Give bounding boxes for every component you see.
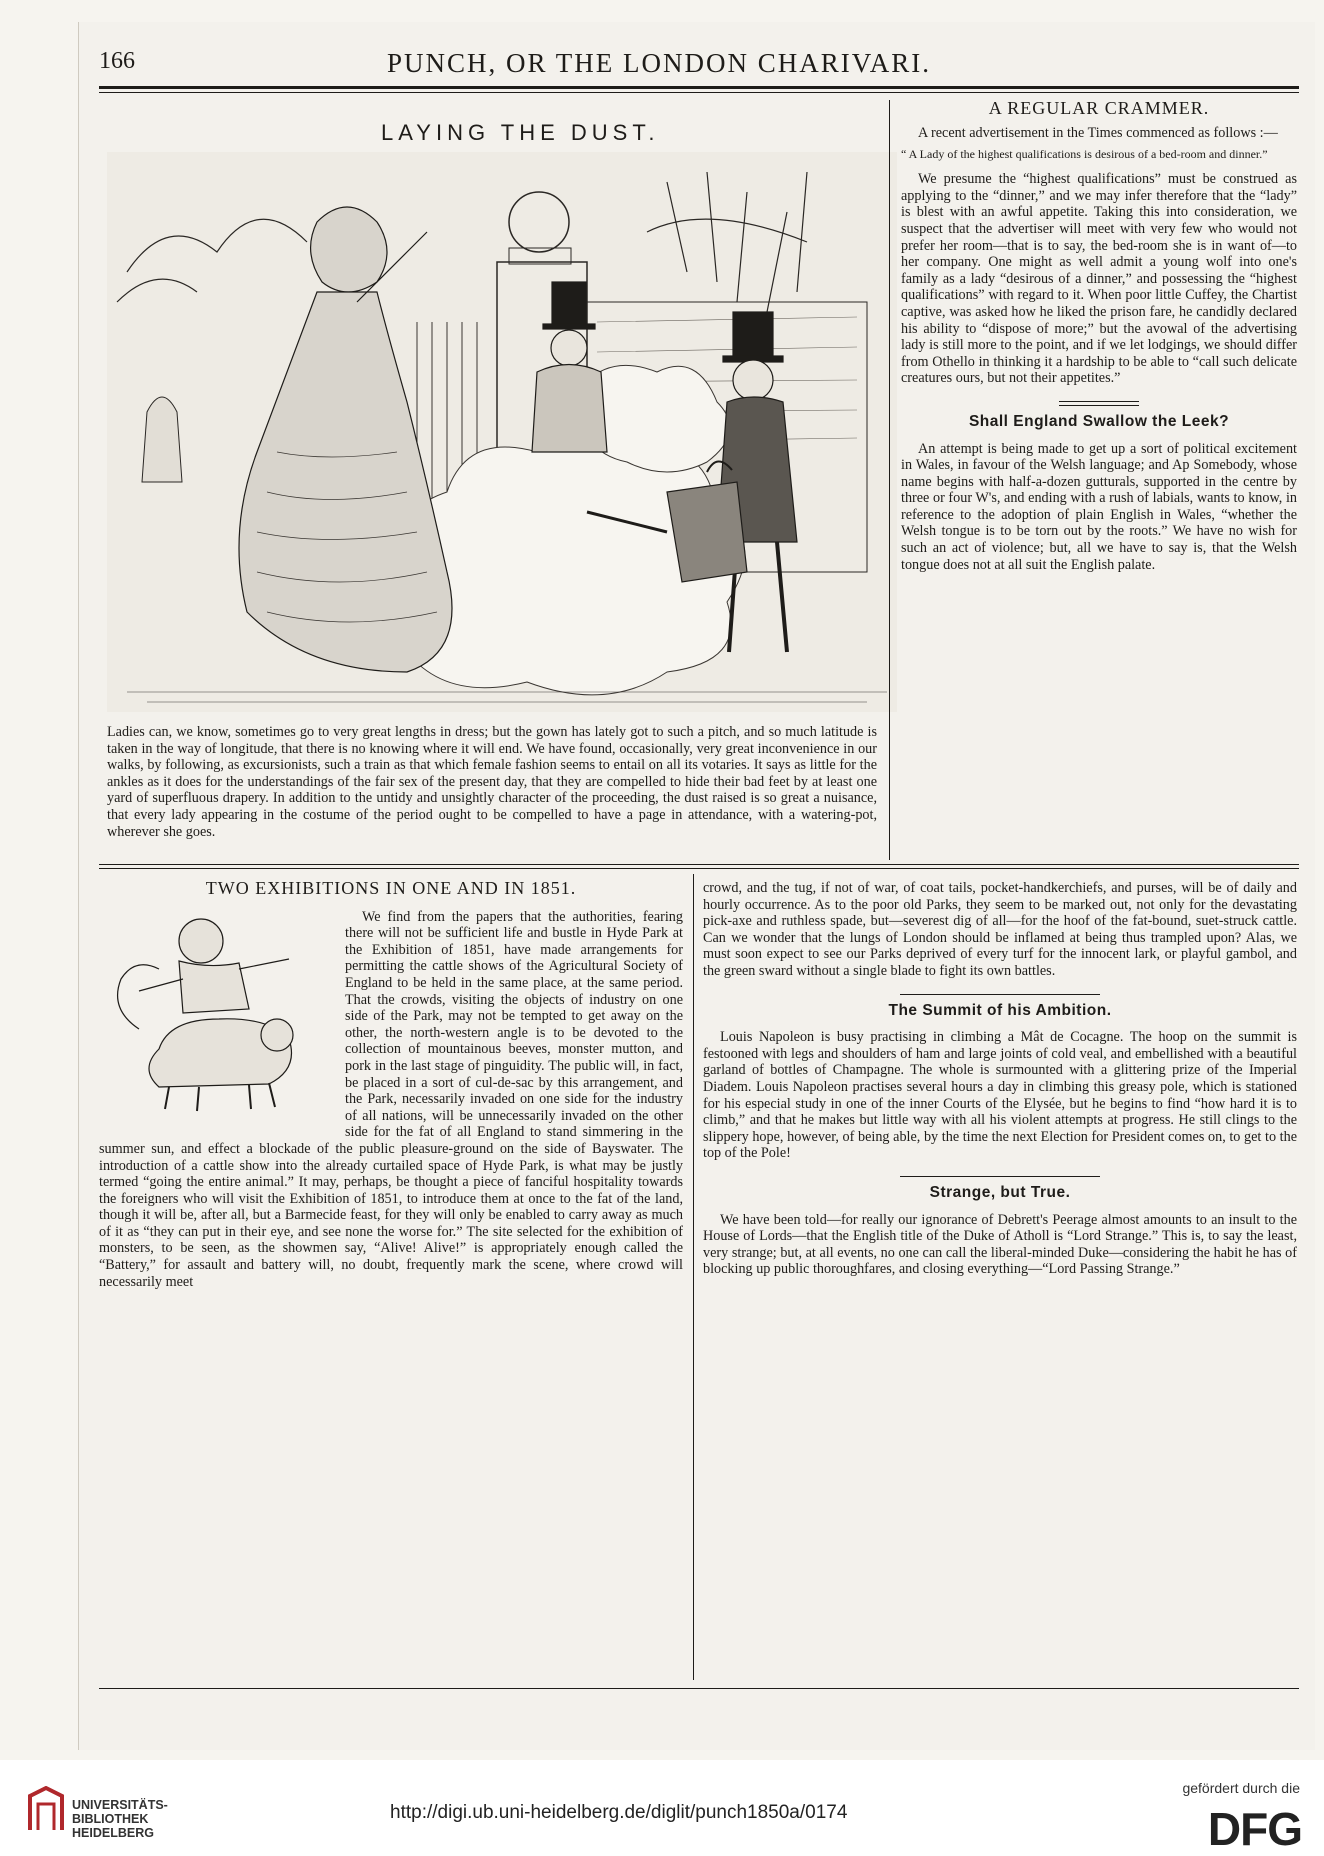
article-intro: A recent advertisement in the Times commenced as follows :—	[918, 124, 1278, 141]
right-column	[901, 100, 1297, 579]
article-body-strange: We have been told—for really our ignorance of Debrett's Peerage almost amounts to an insult to the House of Lords—that the English title of the Duke of Atholl is “Lord Strange.” This is, to say the least, very strange; but, at all events, no one can call the liberal-minded Duke—considering the habit he has of blocking up public thoroughfares, and closing everything—“Lord Passing Strange.”	[703, 1211, 1297, 1278]
library-line-3: HEIDELBERG	[72, 1826, 154, 1840]
article-body-leek: An attempt is being made to get up a sort of political excitement in Wales, in favour of the Welsh language; and Ap Somebody, whose name begins with half-a-dozen gutturals, supported in the centre by three or four W's, and ending with a rush of labials, wants to know, in reference to the adoption of plain English in Wales, “whether the Welsh tongue is to be torn out by the roots.” We have no wish for such an act of violence; but, all we have to say is, that the Welsh tongue does not at all suit the English palate.	[901, 440, 1297, 573]
bull-illustration	[99, 909, 335, 1119]
article-body-regular-crammer: We presume the “highest qualifications” must be construed as applying to the “dinner,” and we may infer therefore that the “lady” is blest with an awful appetite. Taking this into consideration, we suspect that the advertiser will meet with very few who would not prefer her room—that is to say, the bed-room she is in want of—to her company. One might as well admit a young wolf into one's family as a lady “desirous of a dinner,” and possessing the “highest qualifications” with regard to it. When poor little Cuffey, the Chartist captive, was asked how he liked the prison fare, he candidly declared his ability to “dispose of more;” but the avowal of the advertising lady is still more to the point, and if we let lodgings, we should differ from Othello in thinking it a hardship to be able to “call such delicate creatures ours, but not their appetites.”	[901, 171, 1297, 387]
article-title-leek: Shall England Swallow the Leek?	[968, 412, 1230, 430]
cartoon-caption-text: Ladies can, we know, sometimes go to very great lengths in dress; but the gown has lately got to such a pitch, and so much latitude is taken in the way of longitude, that there is no knowing where it will end. We have found, occasionally, very great inconvenience in our walks, by following, as excursionists, such a train as that which female fashion seems to entail on all its votaries. It says as little for the ankles as it does for the understandings of the fair sex of the present day, that they are compelled to hide their bad feet by at least one yard of superfluous drapery. In addition to the untidy and unsightly character of the proceeding, the dust raised is so great a nuisance, that every lady appearing in the costume of the period ought to be compelled to have a page in attendance, with a watering-pot, wherever she goes.	[107, 724, 877, 840]
article-title-strange: Strange, but True.	[929, 1183, 1071, 1201]
newspaper-page	[78, 22, 1315, 1750]
header-rule	[99, 86, 1299, 89]
lower-left-column	[99, 880, 683, 1296]
article-title-regular-crammer: A REGULAR CRAMMER.	[988, 98, 1210, 118]
source-url-link[interactable]: http://digi.ub.uni-heidelberg.de/diglit/punch1850a/0174	[390, 1802, 848, 1823]
article-title-summit: The Summit of his Ambition.	[888, 1001, 1112, 1019]
dfg-logo: DFG	[1207, 1803, 1302, 1855]
section-rule	[99, 864, 1299, 865]
article-separator	[1059, 401, 1139, 406]
page-header	[99, 42, 1299, 90]
lower-right-column	[703, 880, 1297, 1284]
article-quote: “ A Lady of the highest qualifications is desirous of a bed-room and dinner.”	[901, 147, 1268, 162]
library-line-1: UNIVERSITÄTS-	[72, 1798, 168, 1812]
library-logo-icon	[26, 1786, 66, 1834]
continuation-text: crowd, and the tug, if not of war, of coat tails, pocket-handkerchiefs, and purses, will be of daily and hourly occurrence. As to the poor old Parks, they seem to be marked out, not only for the devastating pick-axe and ruthless spade, but—severest dig of all—for the hoof of the fat-bound, suet-struck cattle. Can we wonder that the lungs of London should be inflamed at being thus trampled upon? Alas, we must soon expect to see our Parks deprived of every turf for the innocent lark, or playful gambol, and the green sward without a single blade to fight its own battles.	[703, 880, 1297, 979]
page-number: 166	[99, 48, 135, 74]
article-separator	[900, 1176, 1100, 1177]
section-rule-2	[99, 868, 1299, 869]
funded-by-label: gefördert durch die	[1182, 1780, 1300, 1796]
bottom-rule	[99, 1688, 1299, 1689]
article-separator	[900, 994, 1100, 995]
column-rule-lower	[693, 874, 694, 1680]
header-rule-thin	[99, 92, 1299, 93]
library-name	[72, 1798, 168, 1840]
digitization-footer	[0, 1760, 1324, 1856]
article-body-summit: Louis Napoleon is busy practising in climbing a Mât de Cocagne. The hoop on the summit is festooned with legs and shoulders of ham and large joints of cold veal, and embellished with a beautiful garland of bottles of Champagne. The whole is surmounted with a glittering prize of the Imperial Diadem. Louis Napoleon practises several hours a day in climbing this greasy pole, which is stationed for his especial study in one of the inner Courts of the Elysée, but he begins to find “how hard it is to climb,” and that he makes but little way with all his violent attempts at progress. He still clings to the slippery hope, however, of being able, by the time the next Election for President comes on, to get to the top of the Pole!	[703, 1029, 1297, 1162]
library-line-2: BIBLIOTHEK	[72, 1812, 149, 1826]
column-rule-upper	[889, 100, 890, 860]
article-body-two-exhibitions: We find from the papers that the authorities, fearing there will not be sufficient life and bustle in Hyde Park at the Exhibition of 1851, have made arrangements for permitting the cattle shows of the Agricultural Society of England to be held in the same place, at the same period. That the crowds, visiting the objects of industry on one side of the Park, may not be tempted to get away on the other, the north-western angle is to be devoted to the collection of mountainous beeves, monster mutton, and pork in the last stage of pinguidity. The public will, in fact, be placed in a sort of cul-de-sac by this arrangement, and the Park, necessarily invaded on one side for the industry of all nations, will be unnecessarily invaded on the other side for the fat of all England to stand simmering in the summer sun, and effect a blockade of the public pleasure-ground on the side of Bayswater. The introduction of a cattle show into the already curtailed space of Hyde Park, is what may be justly termed “going the entire animal.” It may, perhaps, be thought a piece of fanciful hospitality towards the foreigners who will visit the Exhibition of 1851, to introduce them at once to the fat of the land, though it will be, after all, but a Barmecide feast, for they will only be enabled to carry away as much of it as “they can put in their eye, and see none the worse for.” The site selected for the exhibition of monsters, to be seen, as the showmen say, “Alive! Alive!” is appropriately enough called the “Battery,” for assault and battery will, no doubt, frequently mark the scene, where crowd will necessarily meet	[99, 908, 683, 1290]
cartoon-illustration	[107, 152, 897, 712]
cartoon-caption	[107, 724, 877, 846]
article-title-two-exhibitions: TWO EXHIBITIONS IN ONE AND IN 1851.	[205, 878, 577, 898]
cartoon-title: LAYING THE DUST.	[381, 120, 660, 145]
running-title: PUNCH, OR THE LONDON CHARIVARI.	[386, 48, 932, 78]
